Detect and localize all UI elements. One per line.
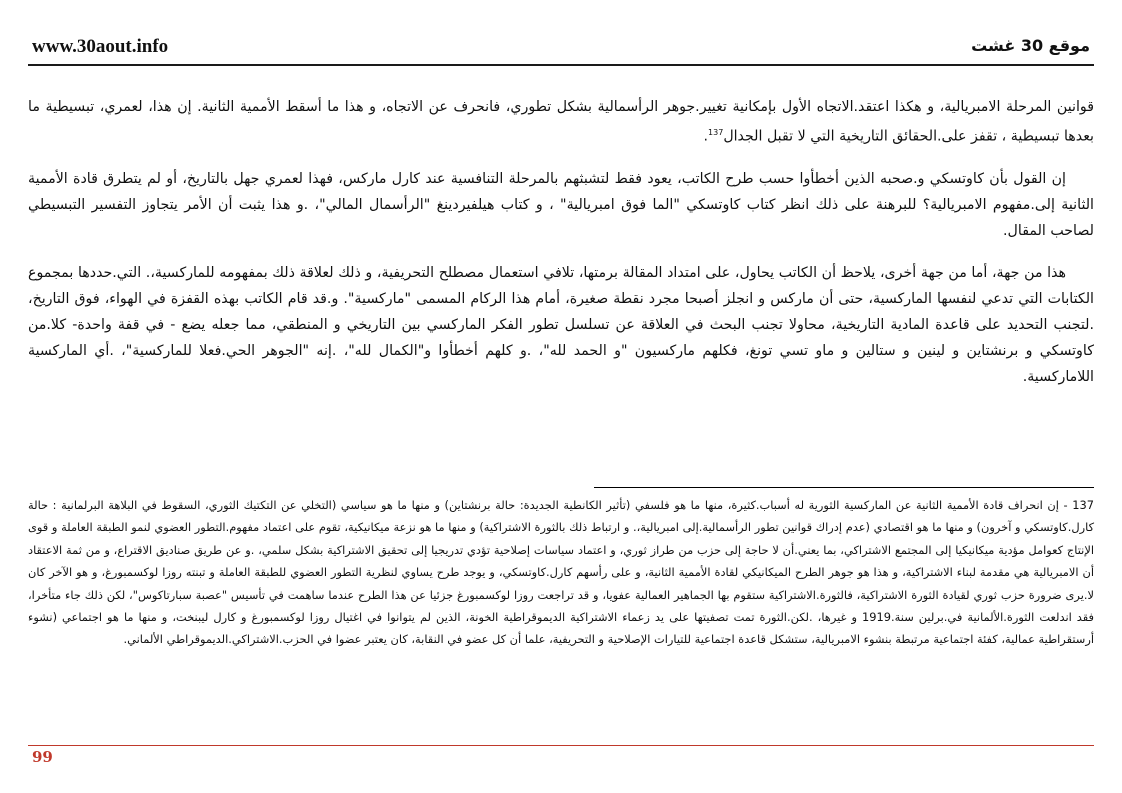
page-number: 99 bbox=[32, 748, 53, 766]
paragraph-text-end: . bbox=[703, 128, 709, 145]
footer-rule bbox=[28, 745, 1094, 746]
footnote-paragraph bbox=[28, 494, 1094, 651]
paragraph: هذا من جهة، أما من جهة أخرى، يلاحظ أن الكاتب يحاول، على امتداد المقالة برمتها، تلافي استعمال مصطلح التحريفية، و ذلك لعلاقة ذلك بمفهومه للماركسية،. التي.حددها بمجموع الكتابات التي تدعي لنفسها الماركسية، حتى أن ماركس و انجلز أصبحا مجرد نقطة صغيرة، أمام هذا الركام المسمى "ماركسية". و.قد قام الكاتب بهذه القفزة في الهواء، فوق التاريخ، .لتجنب التحديد على قاعدة المادية التاريخية، محاولا تجنب البحث في العلاقة عن تسلسل تطور الفكر الماركسي بين التاريخي و المنطقي، مما جعله يضع - في قفة واحدة- كلا.من كاوتسكي و برنشتاين و لينين و ستالين و ماو تسي تونغ، فكلهم ماركسيون "و الحمد لله"، .و كلهم أخطأوا و"الكمال لله"، .إنه "الجوهر الحي.فعلا للماركسية"، .أي الماركسية اللاماركسية. bbox=[28, 264, 1094, 385]
footnote-reference: 137 bbox=[708, 128, 724, 137]
footnote bbox=[28, 494, 1094, 651]
footnote-separator bbox=[594, 487, 1094, 488]
site-url: www.30aout.info bbox=[32, 36, 169, 57]
site-name: موقع 30 غشت bbox=[971, 36, 1090, 55]
paragraph bbox=[28, 94, 1094, 150]
footnote-text: - إن انحراف قادة الأممية الثانية عن الماركسية الثورية له أسباب.كثيرة، منها ما هو فلسفي (تأثير الكانطية الجديدة: حالة برنشتاين) و منها ما هو سياسي (التخلي عن التكتيك الثوري، السقوط في البلاهة البرلمانية : حالة كارل.كاوتسكي و آخرون) و منها ما هو اقتصادي (عدم إدراك قوانين تطور الرأسمالية.إلى امبريالية،. و ارتباط ذلك بالثورة الاشتراكية) و منها ما هو نزعة ميكانيكية، تقوم على اعتماد مفهوم.التطور العضوي لنمو الطبقة العاملة و قوى الإنتاج كعوامل مؤدية ميكانيكيا إلى المجتمع الاشتراكي، بما يعني.أن لا حاجة إلى حزب من طراز ثوري، و اعتماد سياسات إصلاحية تؤدي تدريجيا إلى تحقيق الاشتراكية بشكل سلمي، .و عن طريق صناديق الاقتراع، و من ثمة الاعتقاد أن الامبريالية هي مقدمة لبناء الاشتراكية، و هذا هو جوهر الطرح الميكانيكي لقادة الأممية الثانية، و على رأسهم كارل.كاوتسكي، و يوجد طرح يساوي لنظرية التطور العضوي للطبقة العاملة و تبنته روزا لوكسمبورغ، و هو الآخر كان لا.يرى ضرورة حزب ثوري لقيادة الثورة الاشتراكية، فالثورة.الاشتراكية ستقوم بها الجماهير العمالية عفويا، و قد تراجعت روزا لوكسمبورغ جزئيا عن هذا الطرح عندما ساهمت في تأسيس "عصبة سبارتاكوس"، لكن ذلك جاء متأخرا، فقد اندلعت الثورة.الألمانية في.برلين سنة.1919 و غيرها، .لكن.الثورة تمت تصفيتها على يد زعماء الاشتراكية الديموقراطية الخونة، الذين لم يتوانوا في اغتيال روزا لوكسمبورغ و كارل ليبنخت، و منها ما هو اجتماعي (نشوء أرستقراطية عمالية، كفئة اجتماعية مرتبطة بنشوء الامبريالية، ستشكل قاعدة اجتماعية للتيارات الإصلاحية و التحريفية، علما أن كل عضو في النقابة، كان يعتبر عضوا في الحزب.الاشتراكي.الديموقراطي الألماني. bbox=[28, 498, 1094, 647]
paragraph: إن القول بأن كاوتسكي و.صحبه الذين أخطأوا حسب طرح الكاتب، يعود فقط لتشبثهم بالمرحلة التنافسية عند كارل ماركس، فهذا لعمري جهل بالتاريخ، أو لم يتطرق قادة الأممية الثانية إلى.مفهوم الامبريالية؟ للبرهنة على ذلك انظر كتاب كاوتسكي "الما فوق امبريالية" ، و كتاب هيلفيردينغ "الرأسمال المالي"، .و هذا يثبت أن الأمر يتجاوز التفسير التبسيطي لصاحب المقال. bbox=[28, 170, 1094, 239]
article-body bbox=[28, 94, 1094, 406]
footnote-number: 137 bbox=[1072, 498, 1094, 512]
page-header bbox=[28, 34, 1094, 66]
paragraph-text: قوانين المرحلة الامبريالية، و هكذا اعتقد.الاتجاه الأول بإمكانية تغيير.جوهر الرأسمالية بشكل تطوري، فانحرف عن الاتجاه، و هذا ما أسقط الأممية الثانية. إن هذا، لعمري، تبسيطية ما بعدها تبسيطية ، تقفز على.الحقائق التاريخية التي لا تقبل الجدال bbox=[28, 99, 1094, 145]
